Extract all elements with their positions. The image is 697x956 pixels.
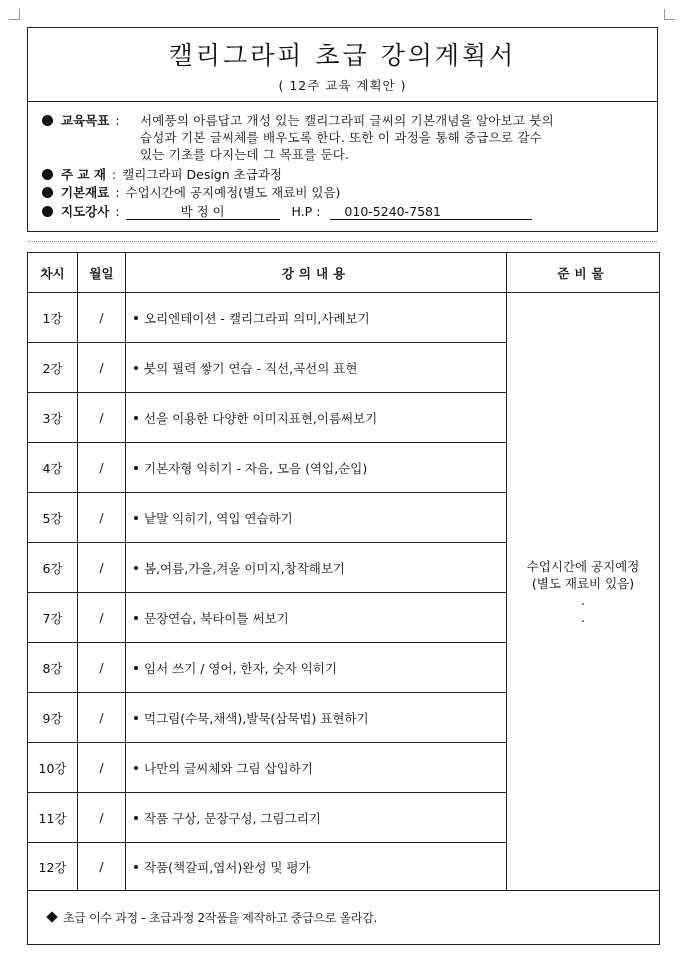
bullet-icon: [134, 516, 138, 520]
footer-note: 초급 이수 과정 - 초급과정 2작품을 제작하고 중급으로 올라감.: [63, 911, 378, 925]
content-cell: [126, 593, 507, 643]
goal-label: 교육목표: [61, 113, 110, 128]
section-divider: [28, 241, 657, 242]
content-cell: [126, 743, 507, 793]
document-subtitle: ( 12주 교육 계획안 ): [278, 78, 407, 93]
bullet-icon: [134, 766, 138, 770]
lecture-plan-table: [27, 252, 660, 945]
materials-row: 기본재료 : 수업시간에 공지예정(별도 재료비 있음): [42, 184, 340, 201]
session-cell: 9강: [28, 693, 78, 743]
bullet-icon: [134, 716, 138, 720]
date-cell: /: [78, 793, 126, 843]
date-cell: /: [78, 393, 126, 443]
date-cell: /: [78, 693, 126, 743]
session-cell: 2강: [28, 343, 78, 393]
content-cell: [126, 693, 507, 743]
prep-line: (별도 재료비 있음): [531, 575, 635, 591]
goal-line: 습성과 기본 글씨체를 배우도록 한다. 또한 이 과정을 통해 중급으로 갈수: [140, 130, 542, 145]
content-text: 붓의 필력 쌓기 연습 - 직선,곡선의 표현: [144, 360, 358, 376]
bullet-icon: [134, 416, 138, 420]
content-cell: [126, 393, 507, 443]
session-cell: 7강: [28, 593, 78, 643]
materials-label: 기본재료: [61, 185, 110, 200]
session-cell: 8강: [28, 643, 78, 693]
content-cell: [126, 293, 507, 343]
content-cell: [126, 343, 507, 393]
goal-row: 교육목표 :: [42, 112, 126, 129]
date-cell: /: [78, 743, 126, 793]
content-cell: [126, 793, 507, 843]
session-cell: 10강: [28, 743, 78, 793]
hp-value: 010-5240-7581: [330, 204, 532, 220]
bullet-icon: [134, 366, 138, 370]
content-cell: [126, 843, 507, 891]
bullet-icon: [134, 316, 138, 320]
content-text: 선을 이용한 다양한 이미지표현,이름써보기: [144, 410, 378, 426]
content-text: 작품(책갈피,엽서)완성 및 평가: [144, 859, 311, 875]
content-cell: [126, 643, 507, 693]
materials-value: 수업시간에 공지예정(별도 재료비 있음): [125, 185, 341, 200]
content-cell: [126, 543, 507, 593]
bullet-icon: [42, 206, 53, 217]
content-text: 오리엔테이션 - 캘리그라피 의미,사례보기: [144, 310, 370, 326]
content-text: 봄,여름,가을,겨울 이미지,창작해보기: [144, 560, 345, 576]
bullet-icon: [134, 566, 138, 570]
content-text: 먹그림(수묵,채색),발묵(삼묵법) 표현하기: [144, 710, 369, 726]
date-cell: /: [78, 593, 126, 643]
hp-label: H.P :: [291, 204, 321, 219]
document-title: 캘리그라피 초급 강의계획서: [168, 41, 517, 70]
page-corner-mark: [9, 9, 20, 20]
course-info-box: [27, 101, 658, 232]
bullet-icon: [134, 865, 138, 869]
content-text: 기본자형 익히기 - 자음, 모음 (역입,순입): [144, 460, 368, 476]
instructor-label: 지도강사: [61, 204, 110, 219]
session-cell: 5강: [28, 493, 78, 543]
bullet-icon: [42, 169, 53, 180]
bullet-icon: [134, 466, 138, 470]
content-cell: [126, 493, 507, 543]
footer-row: [28, 891, 660, 945]
content-text: 작품 구상, 문장구성, 그림그리기: [144, 810, 321, 826]
content-text: 낱말 익히기, 역입 연습하기: [144, 510, 293, 526]
textbook-row: 주 교 재 : 캘리그라피 Design 초급과정: [42, 166, 282, 183]
session-cell: 4강: [28, 443, 78, 493]
table-header-row: [28, 253, 660, 293]
instructor-row: 지도강사 : 박 정 이 H.P : 010-5240-7581: [42, 203, 532, 220]
textbook-label: 주 교 재: [61, 167, 106, 182]
date-cell: /: [78, 493, 126, 543]
goal-text: [140, 112, 650, 163]
page-corner-mark: [664, 9, 675, 20]
goal-line: 있는 기초를 다지는데 그 목표를 둔다.: [140, 147, 350, 162]
date-cell: /: [78, 543, 126, 593]
instructor-name: 박 정 이: [126, 204, 280, 220]
bullet-icon: [42, 115, 53, 126]
date-cell: /: [78, 843, 126, 891]
session-cell: 6강: [28, 543, 78, 593]
bullet-icon: [134, 666, 138, 670]
prep-line: 수업시간에 공지예정: [526, 558, 640, 574]
goal-line: 서예풍의 아름답고 개성 있는 캘리그라피 글씨의 기본개념을 알아보고 붓의: [140, 113, 554, 128]
header-prep: 준비물: [507, 253, 660, 293]
header-month-day: 월일: [78, 253, 126, 293]
session-cell: 1강: [28, 293, 78, 343]
content-cell: [126, 443, 507, 493]
footer-cell: [28, 891, 660, 945]
date-cell: /: [78, 443, 126, 493]
date-cell: /: [78, 643, 126, 693]
date-cell: /: [78, 343, 126, 393]
title-box: [27, 27, 658, 102]
session-cell: 12강: [28, 843, 78, 891]
diamond-bullet-icon: [46, 911, 57, 922]
header-session: 차시: [28, 253, 78, 293]
table-row: [28, 293, 660, 343]
bullet-icon: [134, 616, 138, 620]
content-text: 임서 쓰기 / 영어, 한자, 숫자 익히기: [144, 660, 337, 676]
date-cell: /: [78, 293, 126, 343]
session-cell: 11강: [28, 793, 78, 843]
prep-cell: [507, 293, 660, 891]
prep-line: .: [581, 609, 585, 625]
bullet-icon: [42, 187, 53, 198]
header-content: 강의내용: [126, 253, 507, 293]
prep-line: .: [581, 592, 585, 608]
content-text: 문장연습, 북타이틀 써보기: [144, 610, 289, 626]
content-text: 나만의 글씨체와 그림 삽입하기: [144, 760, 313, 776]
session-cell: 3강: [28, 393, 78, 443]
bullet-icon: [134, 816, 138, 820]
textbook-value: 캘리그라피 Design 초급과정: [122, 167, 282, 182]
